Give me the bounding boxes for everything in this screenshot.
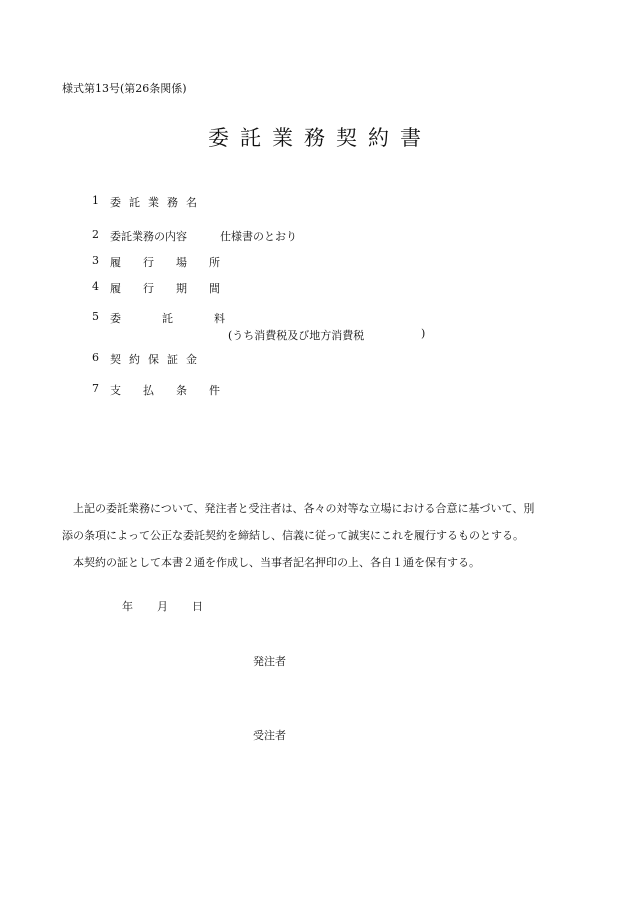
tax-note-close: ) <box>421 327 426 340</box>
date-day: 日 <box>192 600 203 613</box>
item-number: 5 <box>92 310 99 323</box>
item-label-performance-period: 履行期間 <box>110 282 242 295</box>
party-orderer-label: 発注者 <box>253 655 286 668</box>
body-line-1: 上記の委託業務について、発注者と受注者は、各々の対等な立場における合意に基づいて、別 <box>73 502 535 515</box>
item-label-consignment-content: 委託業務の内容 <box>110 230 187 243</box>
item-number: 3 <box>92 254 99 267</box>
date-year: 年 <box>122 600 133 613</box>
item-label-contract-deposit: 契約保証金 <box>110 353 205 366</box>
item-number: 2 <box>92 228 99 241</box>
party-contractor-label: 受注者 <box>253 729 286 742</box>
body-line-2: 添の条項によって公正な委託契約を締結し、信義に従って誠実にこれを履行するものとする。 <box>62 529 524 542</box>
item-number: 6 <box>92 351 99 364</box>
date-month: 月 <box>157 600 168 613</box>
item-label-consignment-name: 委託業務名 <box>110 196 205 209</box>
item-number: 1 <box>92 194 99 207</box>
page-title: 委託業務契約書 <box>208 126 432 150</box>
item-number: 7 <box>92 382 99 395</box>
item-label-payment-terms: 支払条件 <box>110 384 242 397</box>
item-label-consignment-fee: 委託料 <box>110 312 266 325</box>
body-line-3: 本契約の証として本書２通を作成し、当事者記名押印の上、各自１通を保有する。 <box>73 556 480 569</box>
item-label-performance-place: 履行場所 <box>110 256 242 269</box>
item-number: 4 <box>92 280 99 293</box>
form-number: 様式第13号(第26条関係) <box>62 82 187 95</box>
tax-note-open: (うち消費税及び地方消費税 <box>228 329 365 342</box>
item-value-consignment-content: 仕様書のとおり <box>220 230 297 243</box>
